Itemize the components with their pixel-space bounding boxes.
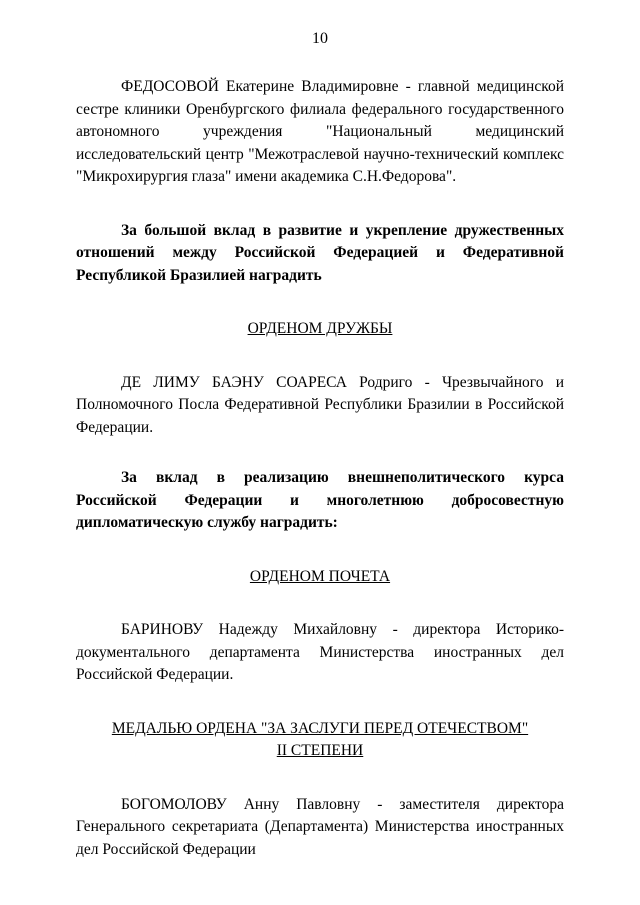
medal-heading-line-2: II СТЕПЕНИ	[276, 742, 364, 759]
award-heading-order-of-friendship: ОРДЕНОМ ДРУЖБЫ	[247, 320, 393, 337]
award-recipient-barinova: БАРИНОВУ Надежду Михайловну - директора Историко-документального департамента Министерства иностранных дел Российской Федерации.	[76, 621, 564, 683]
award-rationale-friendship: За большой вклад в развитие и укрепление дружественных отношений между Российской Федерацией и Федеративной Республикой Бразилией наградить	[76, 221, 564, 284]
award-recipient-de-limu: ДЕ ЛИМУ БАЭНУ СОАРЕСА Родриго - Чрезвычайного и Полномочного Посла Федеративной Республики Бразилии в Российской Федерации.	[76, 373, 564, 436]
award-heading-order-of-honour: ОРДЕНОМ ПОЧЕТА	[249, 567, 391, 585]
award-heading-medal-of-order	[76, 718, 564, 763]
document-body	[76, 76, 564, 861]
page-number: 10	[312, 30, 328, 47]
medal-heading-line-1: МЕДАЛЬЮ ОРДЕНА "ЗА ЗАСЛУГИ ПЕРЕД ОТЕЧЕСТВОМ"	[111, 719, 529, 737]
award-rationale-foreign-policy: За вклад в реализацию внешнеполитического курса Российской Федерации и многолетнюю добросовестную дипломатическую службу наградить:	[76, 469, 564, 531]
award-recipient-bogomolova: БОГОМОЛОВУ Анну Павловну - заместителя директора Генерального секретариата (Департамента) Министерства иностранных дел Российской Федерации	[76, 795, 564, 858]
award-recipient-fedosova: ФЕДОСОВОЙ Екатерине Владимировне - главной медицинской сестре клиники Оренбургского филиала федерального государственного автономного учреждения "Национальный медицинский исследовательский центр "Межотраслевой научно-технический комплекс "Микрохирургия глаза" имени академика С.Н.Федорова".	[76, 78, 564, 185]
